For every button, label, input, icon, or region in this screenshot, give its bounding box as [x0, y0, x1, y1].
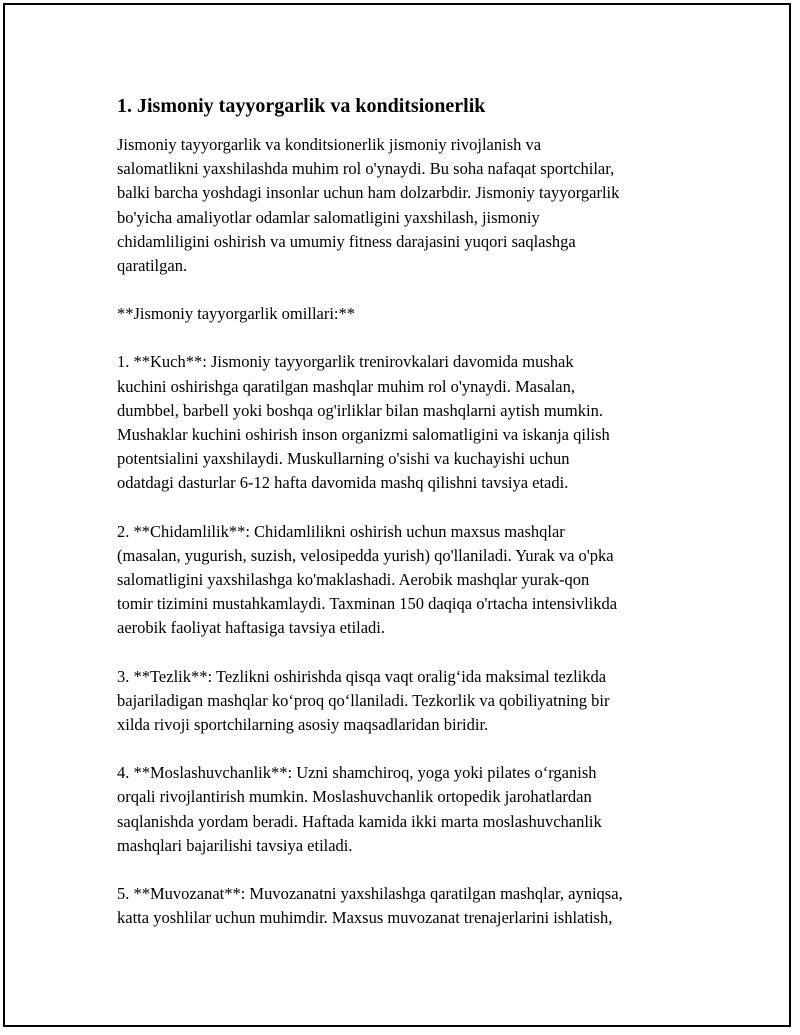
document-title: 1. Jismoniy tayyorgarlik va konditsionerlik [117, 95, 486, 117]
intro-paragraph: Jismoniy tayyorgarlik va konditsionerlik jismoniy rivojlanish va salomatlikni yaxshilashda muhim rol o'ynaydi. Bu soha nafaqat sportchilar, balki barcha yoshdagi insonlar uchun ham dolzarbdir. Jismoniy tayyorgarlik bo'yicha amaliyotlar odamlar salomatligini yaxshilash, jismoniy chidamliligini oshirish va umumiy fitness darajasini yuqori saqlashga qaratilgan. [117, 135, 620, 276]
strength-paragraph: 1. **Kuch**: Jismoniy tayyorgarlik trenirovkalari davomida mushak kuchini oshirishga qaratilgan mashqlar muhim rol o'ynaydi. Masalan, dumbbel, barbell yoki boshqa og'irliklar bilan mashqlarni aytish mumkin. Mushaklar kuchini oshirish inson organizmi salomatligini va iskanja qilish potentsialini yaxshilaydi. Muskullarning o'sishi va kuchayishi uchun odatdagi dasturlar 6-12 hafta davomida mashq qilishni tavsiya etadi. [117, 352, 610, 493]
endurance-paragraph: 2. **Chidamlilik**: Chidamlilikni oshirish uchun maxsus mashqlar (masalan, yugurish, suzish, velosipedda yurish) qo'llaniladi. Yurak va o'pka salomatligini yaxshilashga ko'maklashadi. Aerobik mashqlar yurak-qon tomir tizimini mustahkamlaydi. Taxminan 150 daqiqa o'rtacha intensivlikda aerobik faoliyat haftasiga tavsiya etiladi. [117, 521, 618, 638]
balance-paragraph: 5. **Muvozanat**: Muvozanatni yaxshilashga qaratilgan mashqlar, ayniqsa, katta yoshlilar uchun muhimdir. Maxsus muvozanat trenajerlarini ishlatish, [117, 884, 623, 928]
flexibility-paragraph: 4. **Moslashuvchanlik**: Uzni shamchiroq, yoga yoki pilates o‘rganish orqali rivojlantirish mumkin. Moslashuvchanlik ortopedik jarohatlardan saqlanishda yordam beradi. Haftada kamida ikki marta moslashuvchanlik mashqlari bajarilishi tavsiya etiladi. [117, 763, 602, 855]
factors-heading-paragraph: **Jismoniy tayyorgarlik omillari:** [117, 304, 356, 324]
speed-paragraph: 3. **Tezlik**: Tezlikni oshirishda qisqa vaqt oralig‘ida maksimal tezlikda bajariladigan mashqlar ko‘proq qo‘llaniladi. Tezkorlik va qobiliyatning bir xilda rivoji sportchilarning asosiy maqsadlaridan biridir. [117, 666, 610, 735]
document-body [117, 93, 707, 954]
